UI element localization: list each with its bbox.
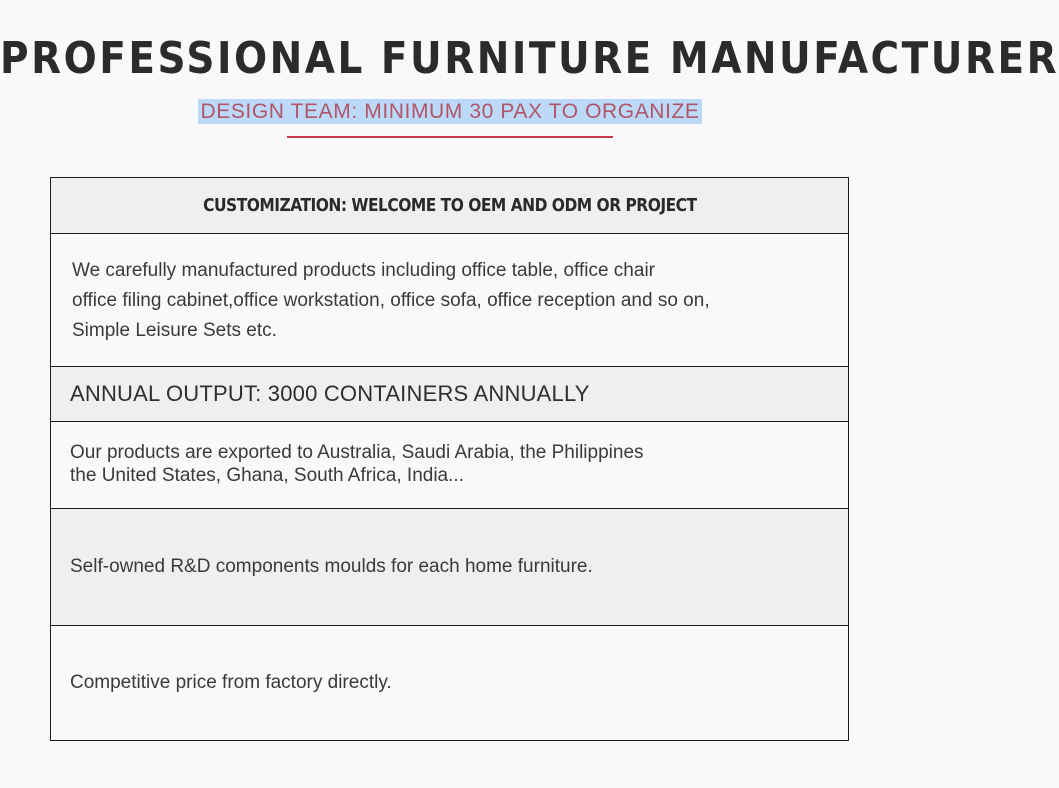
page-title: PROFESSIONAL FURNITURE MANUFACTURER: [0, 34, 1059, 85]
export-line: the United States, Ghana, South Africa, India...: [70, 465, 464, 486]
products-line: We carefully manufactured products including office table, office chair: [72, 260, 655, 281]
annual-output-heading: ANNUAL OUTPUT: 3000 CONTAINERS ANNUALLY: [70, 381, 590, 406]
info-table: [50, 177, 849, 741]
customization-heading: CUSTOMIZATION: WELCOME TO OEM AND ODM OR PROJECT: [202, 195, 697, 216]
rd-text: Self-owned R&D components moulds for each home furniture.: [70, 556, 593, 577]
annual-output-row: [51, 367, 848, 422]
subtitle-underline: [287, 136, 613, 138]
customization-row: [51, 178, 848, 234]
page-subtitle: DESIGN TEAM: MINIMUM 30 PAX TO ORGANIZE: [200, 100, 700, 123]
subtitle-container: [0, 99, 900, 124]
price-row: [51, 626, 848, 740]
export-line: Our products are exported to Australia, Saudi Arabia, the Philippines: [70, 442, 644, 463]
export-row: [51, 422, 848, 509]
products-line: Simple Leisure Sets etc.: [72, 320, 277, 341]
products-row: [51, 234, 848, 367]
rd-row: [51, 509, 848, 626]
products-line: office filing cabinet,office workstation, office sofa, office reception and so on,: [72, 290, 710, 311]
price-text: Competitive price from factory directly.: [70, 672, 392, 693]
